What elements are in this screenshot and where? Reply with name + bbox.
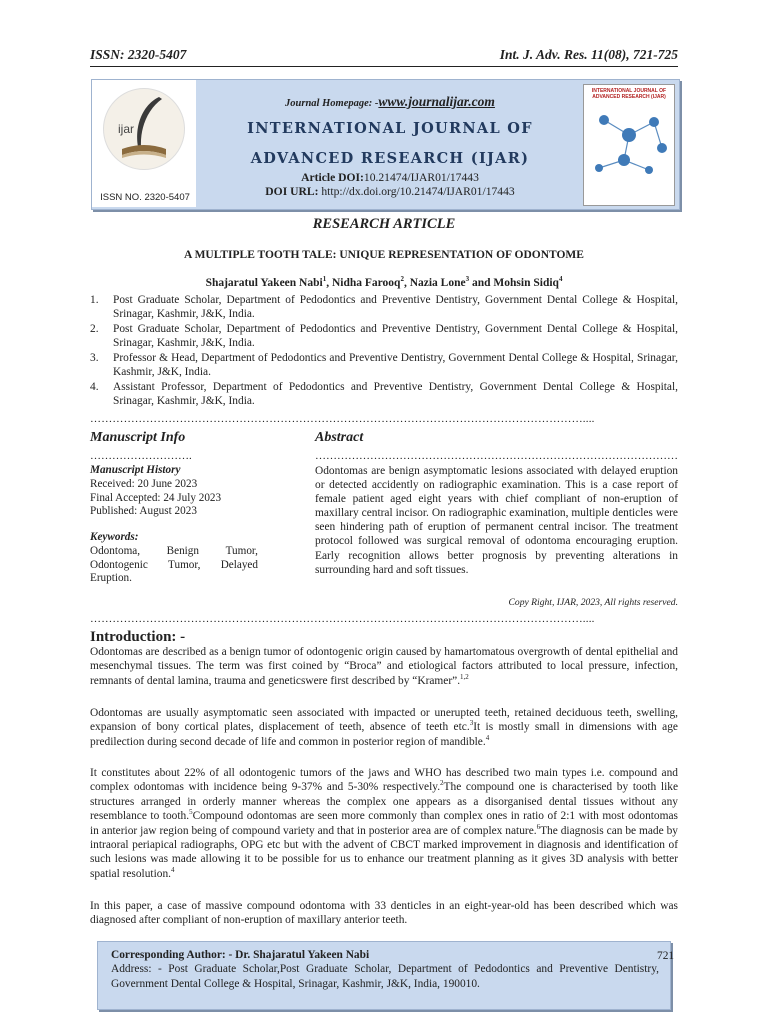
author-sup: 2	[400, 275, 404, 284]
journal-cover-thumbnail	[583, 84, 675, 206]
affiliation-number: 2.	[90, 323, 99, 335]
keyword: Tumor,	[168, 558, 201, 571]
affiliation-text: Professor & Head, Department of Pedodontics and Preventive Dentistry, Government Dental College & Hospital, Srinagar, Kashmir, J&K, India.	[113, 352, 678, 379]
intro-paragraph-2	[90, 706, 678, 749]
author-sep: and	[469, 277, 494, 289]
copyright: Copy Right, IJAR, 2023, All rights reserved.	[508, 597, 678, 608]
logo-text: ijar	[118, 122, 135, 136]
accepted-date: Final Accepted: 24 July 2023	[90, 491, 222, 504]
corresponding-address: Address: - Post Graduate Scholar,Post Graduate Scholar, Department of Pedodontics and Preventive Dentistry, Government Dental College & Hospital, Srinagar, Kashmir, J&K, India, 190010.	[111, 963, 659, 990]
affiliation-text: Assistant Professor, Department of Pedodontics and Preventive Dentistry, Government Dental College & Hospital, Srinagar, Kashmir, J&K, India.	[113, 381, 678, 408]
paragraph-text: The compound one is characterised by tooth like structures arranged in orderly manner whereas the complex one appears as a disorganised dental tissues without any resemblance to tooth.	[90, 781, 678, 823]
affiliation-number: 3.	[90, 352, 99, 364]
keywords-line	[90, 545, 258, 559]
abstract-heading: Abstract	[315, 430, 364, 445]
article-type: RESEARCH ARTICLE	[312, 216, 456, 232]
affiliation-number: 1.	[90, 294, 99, 306]
introduction-heading: Introduction: -	[90, 629, 186, 645]
citation-header: Int. J. Adv. Res. 11(08), 721-725	[499, 47, 678, 62]
author-name: Mohsin Sidiq	[493, 277, 559, 289]
affiliation-item	[90, 351, 678, 379]
corresponding-author	[111, 948, 659, 991]
paragraph-text: Compound odontomas are seen more commonly than complex ones in ratio of 2:1 with most odontomas in anterior jaw region being of compound variety and that in posterior area are of complex nature.	[90, 810, 678, 837]
corresponding-author-label: Corresponding Author: - Dr. Shajaratul Yakeen Nabi	[111, 949, 370, 961]
author-sep: ,	[403, 277, 410, 289]
manuscript-history	[90, 464, 260, 519]
paragraph-text: Odontomas are described as a benign tumor of odontogenic origin caused by hamartomatous overgrowth of dental epithelial and mesenchymal tissues. The term was first coined by “Broca” and etiological factors attributed to local pressure, infection, remnants of dental lamina, trauma and geneticswere first described by “Kramer”.	[90, 646, 678, 687]
dotted-separator: ……………………………………………………………………………………………………………………....	[90, 613, 595, 625]
quill-book-logo-icon	[103, 88, 185, 170]
homepage-link[interactable]: www.journalijar.com	[378, 94, 495, 109]
dotted-separator: ……………………….	[90, 450, 192, 462]
paragraph-text: The diagnosis can be made by intraoral periapical radiographs, OPG etc but with the advent of CBCT marked improvement in diagnosis and identification of such lesions was made allowing it to be possible for us to enhance our treatment planning as it gives 3D analysis with better spatial resolution.	[90, 824, 678, 880]
author-name: Shajaratul Yakeen Nabi	[205, 277, 323, 289]
keywords	[90, 531, 258, 586]
paragraph-text: It is mostly small in dimensions with age predilection during second decade of life and common in posterior region of mandible.	[90, 721, 678, 748]
doi-url	[200, 185, 580, 198]
article-doi-value: 10.21474/IJAR01/17443	[363, 171, 479, 184]
keyword: Odontoma,	[90, 544, 141, 557]
received-date: Received: 20 June 2023	[90, 477, 198, 490]
intro-paragraph-1	[90, 645, 678, 688]
quill-icon	[104, 89, 184, 169]
history-label: Manuscript History	[90, 464, 181, 476]
dotted-separator: ………………………………………………………………………………………	[315, 450, 678, 462]
dotted-separator: ……………………………………………………………………………………………………………………....	[90, 413, 595, 425]
affiliation-item	[90, 380, 678, 408]
author-name: Nazia Lone	[409, 277, 466, 289]
doi-url-label: DOI URL:	[265, 185, 319, 198]
affiliation-text: Post Graduate Scholar, Department of Pedodontics and Preventive Dentistry, Government Dental College & Hospital, Srinagar, Kashmir, J&K, India.	[113, 294, 678, 321]
citation-ref: 6	[536, 822, 541, 831]
keyword: Benign	[166, 544, 199, 557]
page-number: 721	[657, 950, 675, 962]
keywords-line	[90, 559, 258, 573]
author-sep: ,	[326, 277, 332, 289]
citation-ref: 3	[469, 719, 474, 728]
published-date: Published: August 2023	[90, 505, 197, 518]
author-sup: 1	[322, 275, 327, 284]
affiliation-text: Post Graduate Scholar, Department of Pedodontics and Preventive Dentistry, Government Dental College & Hospital, Srinagar, Kashmir, J&K, India.	[113, 323, 678, 350]
doi-url-link[interactable]: http://dx.doi.org/10.21474/IJAR01/17443	[321, 185, 515, 198]
affiliation-item	[90, 322, 678, 350]
keyword: Odontogenic	[90, 558, 148, 571]
issn-header: ISSN: 2320-5407	[90, 47, 187, 62]
molecule-icon	[584, 100, 672, 182]
homepage-label: Journal Homepage: -	[285, 98, 379, 109]
citation-ref: 2	[440, 779, 444, 788]
header-rule	[90, 66, 678, 67]
intro-paragraph-4: In this paper, a case of massive compound odontoma with 33 denticles in an eight-year-old has been described which was diagnosed after compliant of non-eruption of maxillary anterior teeth.	[90, 900, 678, 927]
article-doi-label: Article DOI:	[301, 171, 364, 184]
manuscript-info-heading: Manuscript Info	[90, 430, 186, 445]
article-title: A MULTIPLE TOOTH TALE: UNIQUE REPRESENTATION OF ODONTOME	[184, 249, 584, 261]
citation-ref: 5	[189, 808, 193, 817]
journal-title-line1: INTERNATIONAL JOURNAL OF	[247, 120, 533, 137]
logo-issn: ISSN NO. 2320-5407	[100, 192, 190, 203]
keyword: Eruption.	[90, 572, 132, 585]
article-doi	[200, 171, 580, 184]
author-sup: 4	[558, 275, 563, 284]
abstract-text: Odontomas are benign asymptomatic lesions associated with delayed eruption or detected accidently on radiographic examination. This is a case report of female patient aged eight years with chief compliant of non-eruption of maxillary central incisor. On radiographic examination, multiple denticles were seen hindering path of eruption of permanent central incisor. The treatment protocol followed was surgical removal of odontoma encouraging eruption. Early recognition allows better prognosis by preventing alterations in surrounding hard and soft tissues.	[315, 465, 678, 576]
citation-ref: 1,2	[460, 673, 469, 682]
author-list	[90, 277, 678, 289]
affiliation-number: 4.	[90, 381, 99, 393]
author-sup: 3	[465, 275, 470, 284]
intro-paragraph-3	[90, 766, 678, 881]
journal-title-line2: ADVANCED RESEARCH (IJAR)	[250, 150, 530, 167]
cover-title: INTERNATIONAL JOURNAL OF ADVANCED RESEARCH (IJAR)	[591, 88, 667, 100]
citation-ref: 4	[171, 866, 175, 875]
author-name: Nidha Farooq	[331, 277, 401, 289]
paragraph-text: It constitutes about 22% of all odontogenic tumors of the jaws and WHO has described two main types i.e. compound and complex odontomas with incidence being 9-37% and 5-30% respectively.	[90, 767, 678, 794]
keywords-label: Keywords:	[90, 531, 139, 543]
keyword: Delayed	[220, 558, 258, 571]
affiliation-item	[90, 293, 678, 321]
journal-homepage	[200, 94, 580, 110]
keyword: Tumor,	[225, 544, 258, 557]
paragraph-text: Odontomas are usually asymptomatic seen associated with impacted or unerupted teeth, retained deciduous teeth, swelling, expansion of bony cortical plates, displacement of teeth, absence of teeth etc.	[90, 707, 678, 734]
citation-ref: 4	[485, 734, 490, 743]
